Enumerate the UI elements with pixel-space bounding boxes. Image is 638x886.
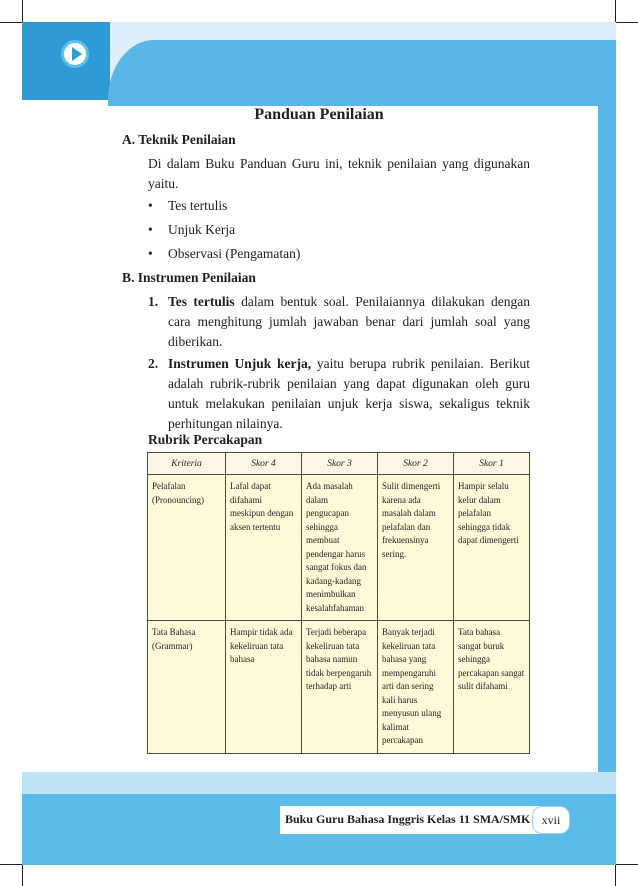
table-cell: Banyak terjadi kekeliruan tata bahasa yang mempengaruhi arti dan sering kali harus menyusun ulang kalimat percakapan bbox=[378, 621, 454, 754]
table-cell: Tata bahasa sangat buruk sehingga percakapan sangat sulit difahami bbox=[454, 621, 530, 754]
table-cell: Hampir tidak ada kekeliruan tata bahasa bbox=[226, 621, 302, 754]
item-number: 2. bbox=[148, 356, 159, 371]
header-wave bbox=[108, 40, 616, 106]
item-text bbox=[168, 292, 530, 352]
side-strip bbox=[598, 100, 616, 772]
bullet-marker: • bbox=[148, 222, 153, 237]
bullet-marker: • bbox=[148, 246, 153, 261]
table-cell: Tata Bahasa (Grammar) bbox=[148, 621, 226, 754]
bullet-item: Unjuk Kerja bbox=[168, 222, 236, 237]
column-header: Kriteria bbox=[148, 453, 226, 475]
table-cell: Ada masalah dalam pengucapan sehingga membuat pendengar harus sangat fokus dan kadang-kadang menimbulkan kesalahfahaman bbox=[302, 475, 378, 621]
section-b-heading: B. Instrumen Penilaian bbox=[122, 270, 256, 285]
table-cell: Sulit dimengerti karena ada masalah dalam pelafalan dan frekuensinya sering. bbox=[378, 475, 454, 621]
page-title: Panduan Penilaian bbox=[254, 106, 384, 123]
item-rest: dalam bentuk soal. Penilaiannya dilakukan dengan cara menghitung jumlah jawaban benar dari jumlah soal yang diberikan. bbox=[168, 294, 530, 349]
rubric-table bbox=[147, 452, 530, 754]
bullet-marker: • bbox=[148, 198, 153, 213]
page-number: xvii bbox=[532, 806, 570, 834]
column-header: Skor 1 bbox=[454, 453, 530, 475]
item-bold: Tes tertulis bbox=[168, 294, 235, 309]
item-text bbox=[168, 354, 530, 434]
item-rest: yaitu berupa rubrik penilaian. Berikut adalah rubrik-rubrik penilaian yang dapat digunakan oleh guru untuk melakukan penilaian unjuk kerja siswa, sekaligus teknik perhitungan nilainya. bbox=[168, 356, 531, 431]
footer-light-band bbox=[22, 772, 616, 794]
book-title: Buku Guru Bahasa Inggris Kelas 11 SMA/SMK bbox=[285, 812, 531, 826]
rubric-title: Rubrik Percakapan bbox=[148, 432, 263, 447]
column-header: Skor 2 bbox=[378, 453, 454, 475]
table-cell: Hampir selalu kelur dalam pelafalan sehingga tidak dapat dimengerti bbox=[454, 475, 530, 621]
column-header: Skor 3 bbox=[302, 453, 378, 475]
play-icon-triangle bbox=[72, 47, 82, 61]
table-cell: Terjadi beberapa kekeliruan tata bahasa namun tidak berpengaruh terhadap arti bbox=[302, 621, 378, 754]
bullet-item: Observasi (Pengamatan) bbox=[168, 246, 301, 261]
table-row bbox=[148, 621, 530, 754]
item-number: 1. bbox=[148, 294, 159, 309]
section-a-intro: Di dalam Buku Panduan Guru ini, teknik penilaian yang digunakan yaitu. bbox=[148, 156, 530, 191]
table-cell: Pelafalan (Pronouncing) bbox=[148, 475, 226, 621]
column-header: Skor 4 bbox=[226, 453, 302, 475]
bullet-item: Tes tertulis bbox=[168, 198, 228, 213]
table-header-row bbox=[148, 453, 530, 475]
item-bold: Instrumen Unjuk kerja, bbox=[168, 356, 312, 371]
table-row bbox=[148, 475, 530, 621]
table-cell: Lafal dapat difahami meskipun dengan aksen tertentu bbox=[226, 475, 302, 621]
section-a-heading: A. Teknik Penilaian bbox=[122, 132, 236, 147]
